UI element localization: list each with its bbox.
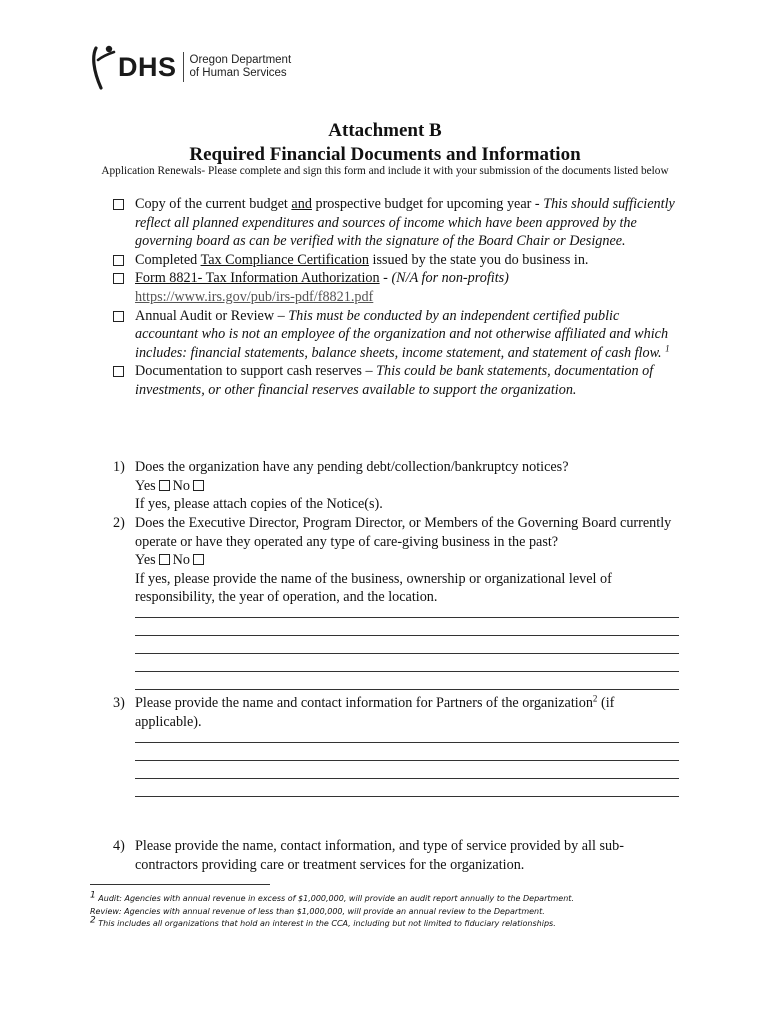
logo-org-name xyxy=(190,54,292,80)
answer-line[interactable] xyxy=(135,742,679,743)
logo-dhs-text: DHS xyxy=(118,51,177,82)
item-text: Annual Audit or Review – xyxy=(135,307,289,324)
question-2 xyxy=(113,514,683,607)
no-checkbox[interactable] xyxy=(193,480,204,491)
footnote-ref: 2 xyxy=(592,693,598,704)
question-number: 3) xyxy=(113,695,125,711)
question-3 xyxy=(113,694,683,731)
footnote-mark: 2 xyxy=(90,915,96,926)
yes-label: Yes xyxy=(135,477,156,494)
question-number: 1) xyxy=(113,459,125,475)
item-text: - xyxy=(379,270,392,287)
question-text: Does the organization have any pending debt/collection/bankruptcy notices? xyxy=(135,459,569,475)
item-text: Completed xyxy=(135,251,201,268)
checklist-item-form-8821 xyxy=(113,269,683,306)
logo-divider xyxy=(183,52,184,82)
attachment-title: Attachment B xyxy=(328,120,442,141)
item-text: Copy of the current budget xyxy=(135,196,292,212)
question-text: Does the Executive Director, Program Director, or Members of the Governing Board currently operate or have they operated any type of care-giving business in the past? xyxy=(135,515,672,550)
answer-line[interactable] xyxy=(135,689,679,690)
checklist-item-tax-compliance xyxy=(113,251,683,270)
document-checklist xyxy=(113,195,683,400)
question-1 xyxy=(113,458,683,514)
answer-line[interactable] xyxy=(135,635,679,636)
checkbox[interactable] xyxy=(113,255,124,266)
item-text: Documentation to support cash reserves – xyxy=(135,363,377,380)
footnote-text: Review: Agencies with annual revenue of less than $1,000,000, will provide an annual review to the Department. xyxy=(90,907,545,916)
dhs-logo xyxy=(90,44,291,90)
answer-line[interactable] xyxy=(135,796,679,797)
item-note: This should sufficiently reflect all planned expenditures and sources of income which have been approved by the governing board as can be verified with the signature of the Board Chair or Designee. xyxy=(135,196,675,250)
question-4 xyxy=(113,837,683,874)
org-line-2: of Human Services xyxy=(189,67,287,79)
no-label: No xyxy=(172,477,190,494)
answer-line[interactable] xyxy=(135,653,679,654)
yes-checkbox[interactable] xyxy=(159,554,170,565)
question-number: 2) xyxy=(113,515,125,531)
item-text-underlined: and xyxy=(291,196,312,212)
yes-label: Yes xyxy=(135,552,156,569)
answer-line[interactable] xyxy=(135,671,679,672)
question-followup: If yes, please attach copies of the Notice(s). xyxy=(135,496,383,513)
footnote-text: This includes all organizations that hold an interest in the CCA, including but not limited to fiduciary relationships. xyxy=(95,919,556,928)
answer-line[interactable] xyxy=(135,778,679,779)
footnote-mark: 1 xyxy=(90,890,96,901)
question-text: Please provide the name, contact information, and type of service provided by all sub-contractors providing care or treatment services for the organization. xyxy=(135,838,624,873)
question-text: (if applicable). xyxy=(135,695,615,730)
checkbox[interactable] xyxy=(113,199,124,210)
instructions-subtitle: Application Renewals- Please complete and sign this form and include it with your submission of the documents listed below xyxy=(101,165,669,177)
item-text: issued by the state you do business in. xyxy=(368,251,589,268)
question-number: 4) xyxy=(113,838,125,854)
item-note: (N/A for non-profits) xyxy=(391,270,509,287)
org-line-1: Oregon Department xyxy=(189,54,292,66)
yes-no-options xyxy=(135,551,683,570)
footnote-1 xyxy=(90,890,710,904)
item-note: This must be conducted by an independent certified public accountant who is not an employee of the organization and not otherwise affiliated and which includes: financial statements, balance sheets, income statement, and statement of cash flow. xyxy=(135,307,669,361)
footnote-ref: 1 xyxy=(665,343,670,354)
footnote-text: Audit: Agencies with annual revenue in excess of $1,000,000, will provide an audit report annually to the Department. xyxy=(95,894,574,903)
item-note: This could be bank statements, documentation of investments, or other financial reserves available to support the organization. xyxy=(135,363,654,398)
checkbox[interactable] xyxy=(113,366,124,377)
yes-no-options xyxy=(135,477,683,496)
checkbox[interactable] xyxy=(113,273,124,284)
question-followup: If yes, please provide the name of the business, ownership or organizational level of responsibility, the year of operation, and the location. xyxy=(135,570,612,606)
checkbox[interactable] xyxy=(113,311,124,322)
answer-line[interactable] xyxy=(135,760,679,761)
document-title: Required Financial Documents and Information xyxy=(189,144,581,165)
yes-checkbox[interactable] xyxy=(159,480,170,491)
tax-compliance-link[interactable]: Tax Compliance Certification xyxy=(200,251,369,268)
footnote-2 xyxy=(90,915,710,929)
form-8821-link[interactable]: Form 8821- Tax Information Authorization xyxy=(135,270,380,287)
no-checkbox[interactable] xyxy=(193,554,204,565)
person-figure-icon xyxy=(90,44,116,90)
checklist-item-budget xyxy=(113,195,683,251)
checklist-item-audit xyxy=(113,307,683,363)
footnote-divider xyxy=(90,884,270,885)
answer-line[interactable] xyxy=(135,617,679,618)
item-text: prospective budget for upcoming year - xyxy=(311,196,544,212)
checklist-item-cash-reserves xyxy=(113,362,683,399)
irs-url-link[interactable]: https://www.irs.gov/pub/irs-pdf/f8821.pdf xyxy=(135,288,374,305)
footnote-1-review xyxy=(90,906,710,917)
question-text: Please provide the name and contact information for Partners of the organization xyxy=(135,695,593,711)
no-label: No xyxy=(172,552,190,569)
